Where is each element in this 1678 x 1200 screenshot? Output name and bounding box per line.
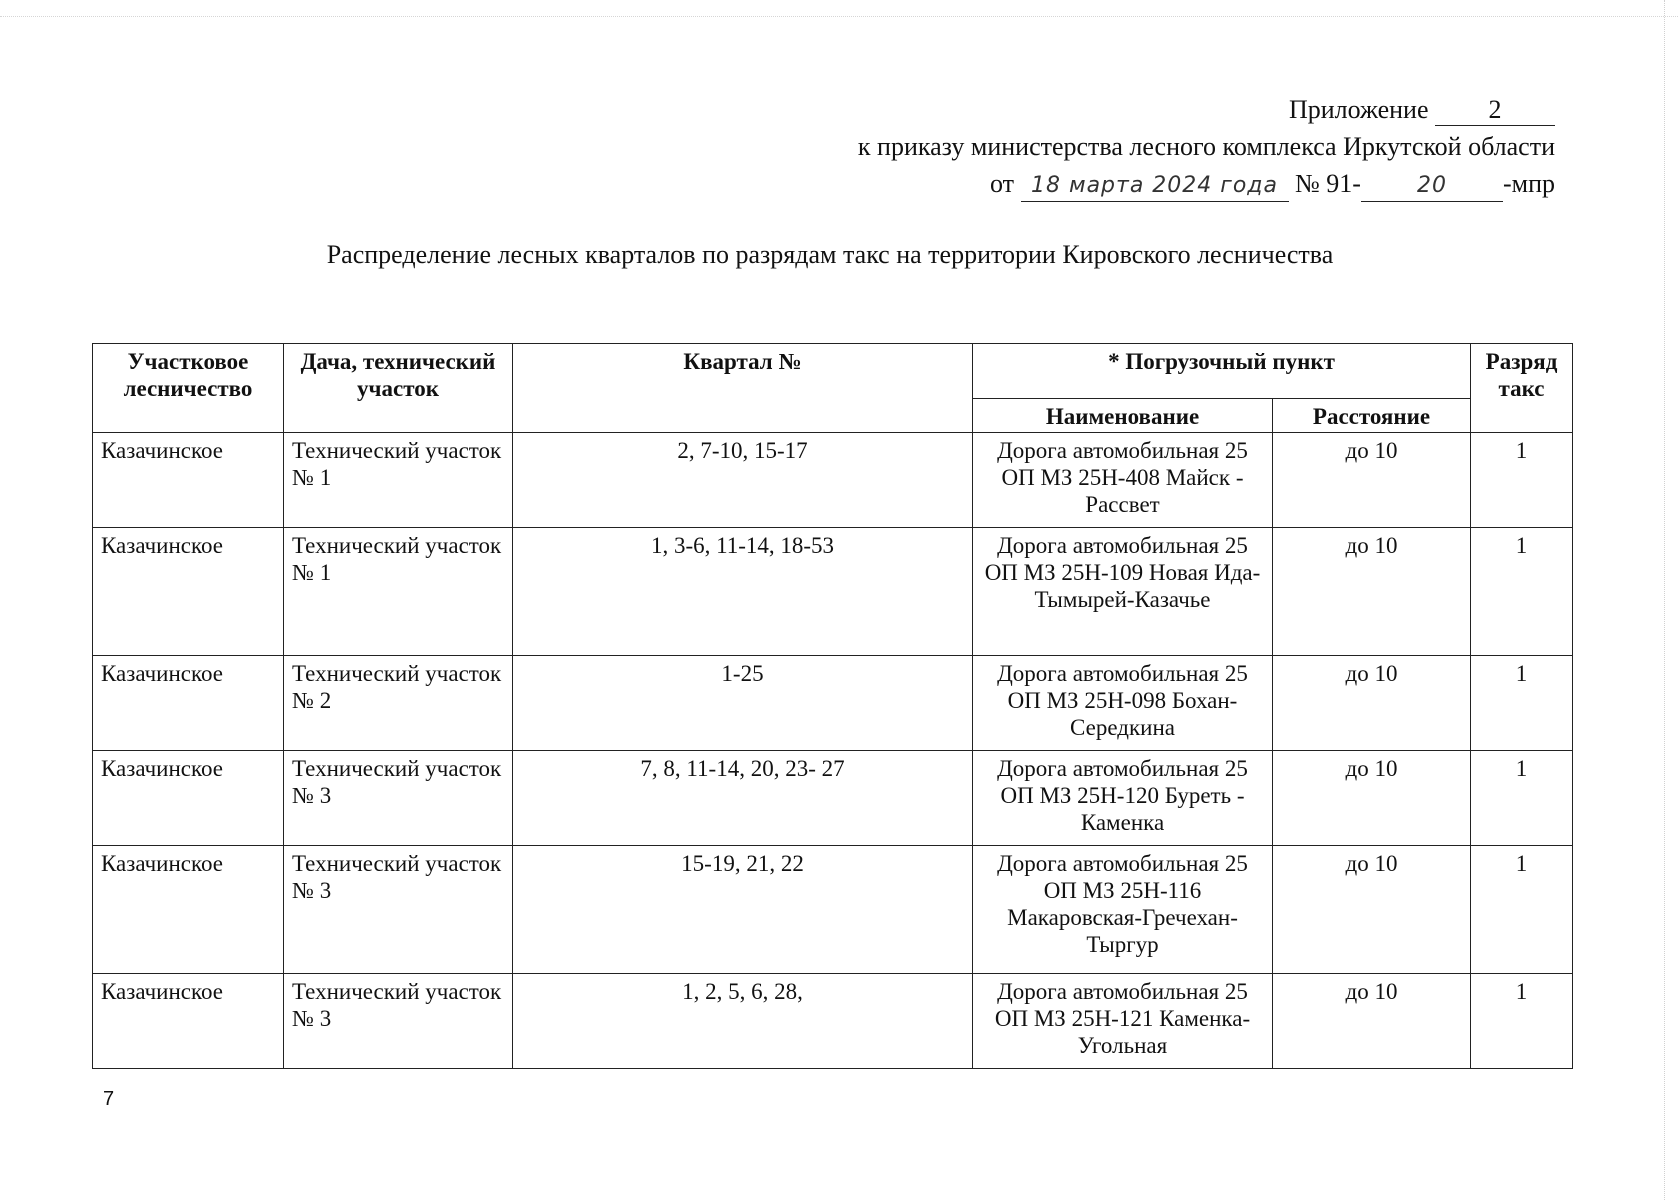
cell-quarters: 7, 8, 11-14, 20, 23- 27 [513,751,973,846]
table-row [93,528,1573,656]
header-quarter: Квартал № [513,344,973,433]
cell-rate: 1 [1471,433,1573,528]
order-reference-line: к приказу министерства лесного комплекса Иркутской области [857,132,1555,161]
cell-quarters: 1-25 [513,656,973,751]
cell-loading-point: Дорога автомобильная 25 ОП МЗ 25Н-121 Каменка-Угольная [973,974,1273,1069]
table-row [93,751,1573,846]
cell-rate: 1 [1471,846,1573,974]
document-title: Распределение лесных кварталов по разрядам такс на территории Кировского лесничества [326,240,1334,269]
scan-top-edge [0,16,1678,17]
cell-forestry: Казачинское [93,656,284,751]
cell-distance: до 10 [1273,751,1471,846]
forest-quarters-table [92,343,1573,1069]
cell-distance: до 10 [1273,846,1471,974]
header-distance: Расстояние [1273,399,1471,433]
cell-forestry: Казачинское [93,433,284,528]
cell-quarters: 15-19, 21, 22 [513,846,973,974]
cell-dacha: Технический участок № 1 [284,433,513,528]
cell-loading-point: Дорога автомобильная 25 ОП МЗ 25Н-408 Майск - Рассвет [973,433,1273,528]
cell-dacha: Технический участок № 3 [284,974,513,1069]
cell-forestry: Казачинское [93,751,284,846]
header-loading-point: * Погрузочный пункт [973,344,1471,399]
cell-rate: 1 [1471,656,1573,751]
cell-rate: 1 [1471,974,1573,1069]
header-forestry: Участковое лесничество [93,344,284,433]
appendix-header [700,91,1555,202]
handwritten-date: 18 марта 2024 года [1021,171,1289,202]
cell-dacha: Технический участок № 3 [284,751,513,846]
cell-quarters: 1, 3-6, 11-14, 18-53 [513,528,973,656]
cell-distance: до 10 [1273,974,1471,1069]
date-prefix: от [989,169,1014,198]
header-dacha: Дача, технический участок [284,344,513,433]
cell-rate: 1 [1471,751,1573,846]
cell-distance: до 10 [1273,656,1471,751]
page-number: 7 [103,1088,115,1110]
cell-quarters: 1, 2, 5, 6, 28, [513,974,973,1069]
appendix-line [700,91,1555,128]
header-point-name: Наименование [973,399,1273,433]
cell-quarters: 2, 7-10, 15-17 [513,433,973,528]
order-date-line [700,165,1555,202]
cell-loading-point: Дорога автомобильная 25 ОП МЗ 25Н-109 Новая Ида-Тымырей-Казачье [973,528,1273,656]
table-row [93,656,1573,751]
cell-dacha: Технический участок № 2 [284,656,513,751]
cell-forestry: Казачинское [93,528,284,656]
appendix-label: Приложение [1288,95,1429,124]
scan-right-edge [1664,0,1665,1200]
order-number-suffix: -мпр [1502,169,1555,198]
cell-loading-point: Дорога автомобильная 25 ОП МЗ 25Н-120 Буреть - Каменка [973,751,1273,846]
cell-distance: до 10 [1273,433,1471,528]
table-row [93,433,1573,528]
cell-loading-point: Дорога автомобильная 25 ОП МЗ 25Н-098 Бохан-Середкина [973,656,1273,751]
cell-dacha: Технический участок № 1 [284,528,513,656]
handwritten-order-number: 20 [1361,171,1503,202]
cell-dacha: Технический участок № 3 [284,846,513,974]
table-row [93,846,1573,974]
table-row [93,974,1573,1069]
cell-forestry: Казачинское [93,846,284,974]
order-number-prefix: № 91- [1295,169,1361,198]
appendix-number: 2 [1435,95,1555,126]
cell-loading-point: Дорога автомобильная 25 ОП МЗ 25Н-116 Макаровская-Гречехан-Тыргур [973,846,1273,974]
cell-rate: 1 [1471,528,1573,656]
cell-distance: до 10 [1273,528,1471,656]
cell-forestry: Казачинское [93,974,284,1069]
header-rate: Разряд такс [1471,344,1573,433]
